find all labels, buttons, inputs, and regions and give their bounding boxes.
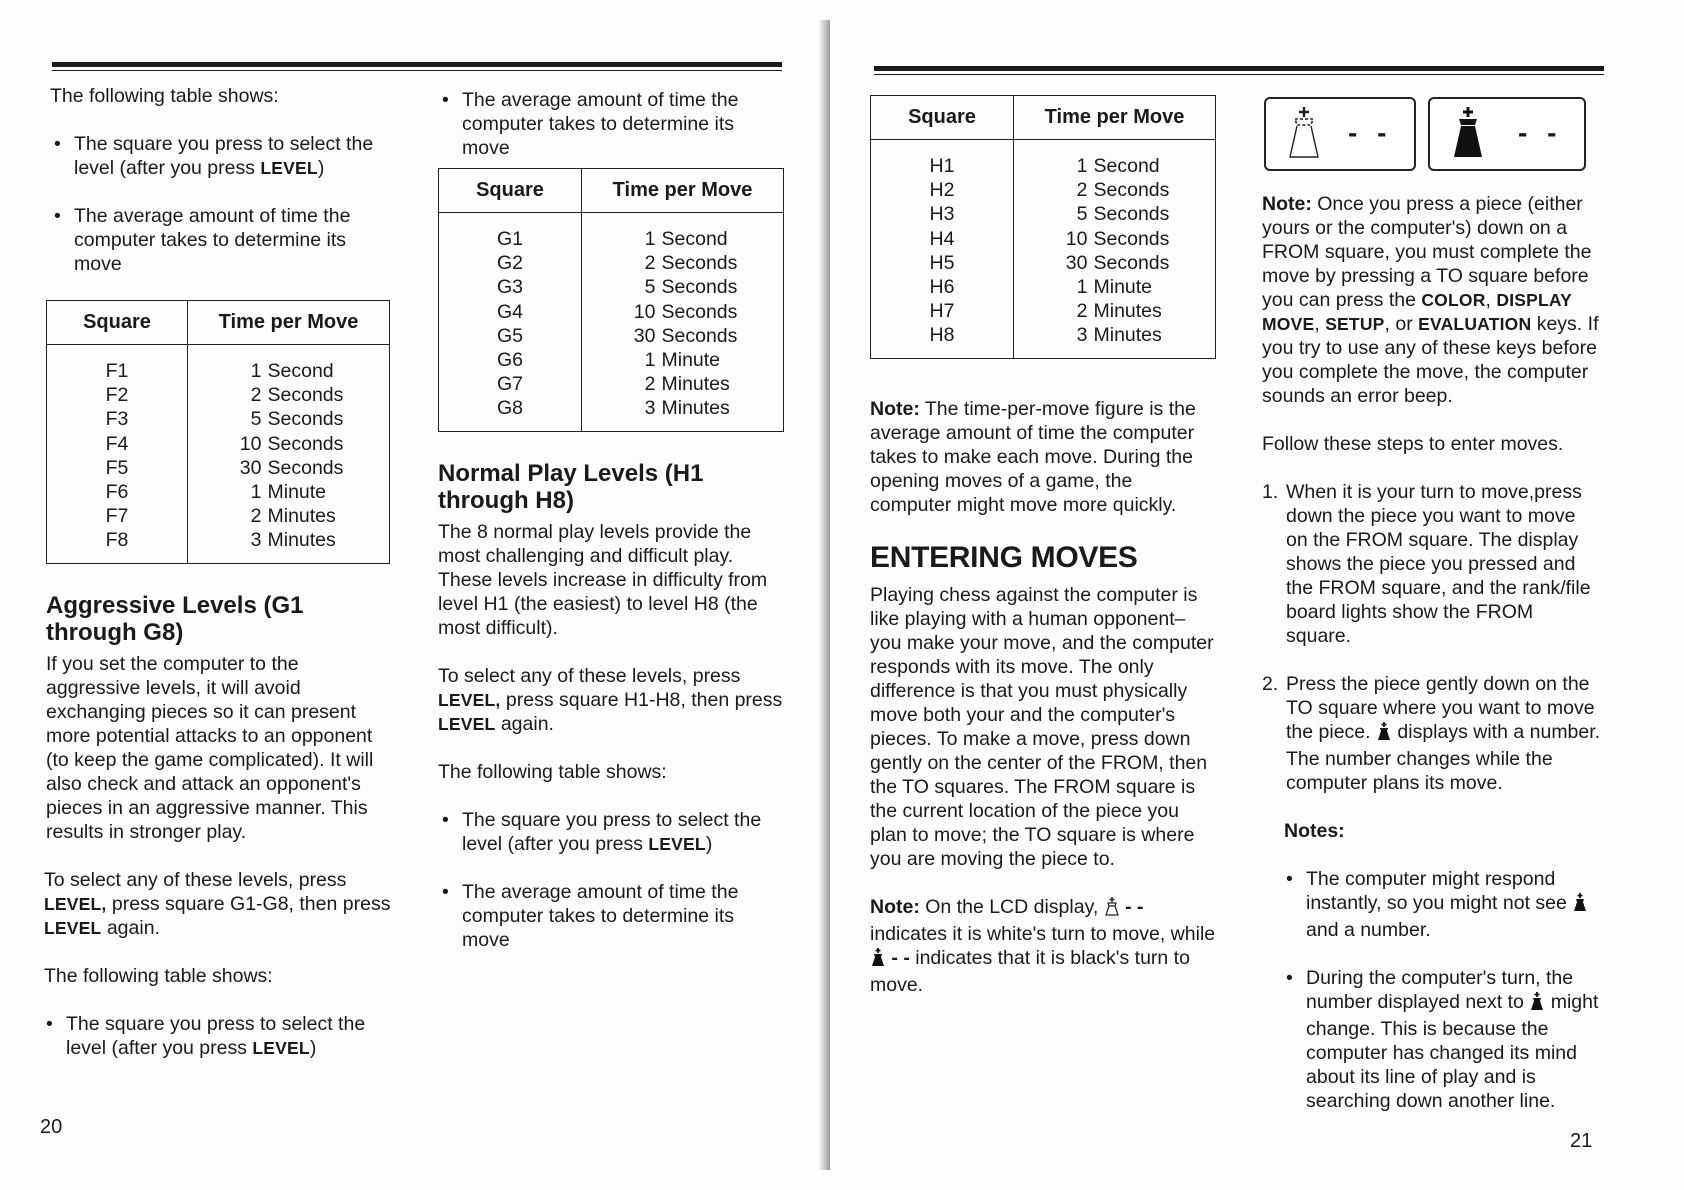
right-page xyxy=(830,0,1684,1190)
page-number: 21 xyxy=(1570,1130,1593,1152)
list-item: • The square you press to select the level (after you press LEVEL) xyxy=(42,1012,396,1060)
time-cell: 2 Seconds xyxy=(644,252,738,275)
page-number: 20 xyxy=(40,1116,63,1138)
intro-text: The following table shows: xyxy=(438,760,667,783)
square-cell: F2 xyxy=(105,384,129,407)
note-paragraph: Note: The time-per-move figure is the average amount of time the computer takes to make each move. During the opening moves of a game, the computer might move more quickly. xyxy=(870,397,1196,516)
time-cell: 1 Minute xyxy=(1076,276,1153,299)
square-column xyxy=(47,345,188,564)
time-cell: 1 Second xyxy=(1076,155,1160,177)
square-cell: G7 xyxy=(496,373,523,396)
square-cell: G1 xyxy=(496,228,523,250)
square-cell: F7 xyxy=(105,505,129,528)
steps-list xyxy=(1262,480,1602,795)
table-header: Time per Move xyxy=(582,169,784,213)
white-king-icon xyxy=(1286,105,1322,166)
list-item: • During the computer's turn, the number displayed next to might change. This is because the computer has changed its mind about its line of play and is searching down another line. xyxy=(1282,966,1602,1113)
time-cell: 5 Seconds xyxy=(644,276,738,299)
list-item: 2. Press the piece gently down on the TO square where you want to move the piece. displays with a number. The number changes while the computer plans its move. xyxy=(1262,673,1601,794)
time-cell: 3 Minutes xyxy=(644,397,730,420)
square-column xyxy=(439,213,582,432)
intro-text: The following table shows: xyxy=(44,964,273,987)
square-cell: F8 xyxy=(105,529,129,552)
time-cell: 5 Seconds xyxy=(250,408,344,431)
section-heading: Aggressive Levels (G1 through G8) xyxy=(46,591,304,646)
square-cell: F6 xyxy=(105,481,129,504)
lcd-display-black xyxy=(1428,97,1586,171)
header-rule xyxy=(52,62,782,67)
black-king-icon xyxy=(1450,105,1486,166)
black-king-icon xyxy=(1376,721,1392,747)
body-paragraph: Follow these steps to enter moves. xyxy=(1262,433,1564,455)
lcd-display-white xyxy=(1264,97,1416,171)
bullet-list xyxy=(1282,867,1602,1113)
body-paragraph: If you set the computer to the aggressive levels, it will avoid exchanging pieces so it can present more potential attacks to an opponent (to keep the game complicated). It will also check and attack an opponent's pieces in an aggressive manner. This results in stronger play. xyxy=(46,652,374,843)
time-cell: 1 Minute xyxy=(250,481,327,504)
list-item: • The average amount of time the computer takes to determine its move xyxy=(50,204,396,276)
note-paragraph: Note: On the LCD display, - - indicates it is white's turn to move, while - - indicates that it is black's turn to move. xyxy=(870,895,1216,996)
table-header: Square xyxy=(439,169,582,213)
square-cell: F4 xyxy=(105,432,129,455)
table-header: Square xyxy=(47,301,188,345)
time-cell: 10 Seconds xyxy=(633,300,738,323)
right-column-1 xyxy=(870,95,1216,1021)
header-rule xyxy=(874,66,1604,71)
body-paragraph: To select any of these levels, press LEVEL, press square G1-G8, then press LEVEL again. xyxy=(44,868,391,939)
time-cell: 2 Seconds xyxy=(1076,179,1170,202)
square-cell: H4 xyxy=(929,227,955,250)
lcd-dashes: - - xyxy=(1518,117,1563,148)
black-king-icon xyxy=(1529,991,1545,1017)
square-cell: G5 xyxy=(496,324,523,347)
time-cell: 10 Seconds xyxy=(1065,227,1170,250)
time-cell: 3 Minutes xyxy=(1076,324,1162,347)
time-cell: 30 Seconds xyxy=(239,456,344,479)
table-header: Time per Move xyxy=(1014,96,1216,140)
black-king-icon xyxy=(1572,892,1588,918)
list-item: • The computer might respond instantly, so you might not see and a number. xyxy=(1282,867,1602,942)
section-heading: ENTERING MOVES xyxy=(870,540,1138,574)
lcd-dashes: - - xyxy=(1348,117,1393,148)
time-cell: 2 Minutes xyxy=(250,505,336,528)
left-column-1 xyxy=(44,84,396,1084)
square-cell: G8 xyxy=(496,397,523,420)
time-cell: 1 Minute xyxy=(644,349,721,372)
square-cell: H1 xyxy=(929,155,955,177)
note-paragraph: Note: Once you press a piece (either yours or the computer's) down on a FROM square, you must complete the move by pressing a TO square before you can press the COLOR, DISPLAY MOVE, SETUP, or EVALUATION keys. If you try to use any of these keys before you complete the move, the computer sounds an error beep. xyxy=(1262,193,1599,407)
table-header: Square xyxy=(871,96,1014,140)
square-cell: F3 xyxy=(105,408,129,431)
square-column xyxy=(871,140,1014,359)
intro-text: The following table shows: xyxy=(50,85,279,107)
bullet-list xyxy=(438,88,786,160)
level-table-h xyxy=(870,95,1216,359)
time-cell: 1 Second xyxy=(250,360,334,382)
bullet-list xyxy=(50,132,396,276)
white-king-icon xyxy=(1104,896,1120,922)
left-page xyxy=(0,0,830,1190)
square-cell: G3 xyxy=(496,276,523,299)
body-paragraph: To select any of these levels, press LEVEL, press square H1-H8, then press LEVEL again. xyxy=(438,664,783,735)
list-item: • The average amount of time the computer takes to determine its move xyxy=(438,88,786,160)
square-cell: G4 xyxy=(496,300,523,323)
time-column xyxy=(582,213,784,432)
bullet-list xyxy=(438,808,786,952)
square-cell: F1 xyxy=(105,360,129,382)
square-cell: H2 xyxy=(929,179,955,202)
notes-heading: Notes: xyxy=(1284,820,1345,842)
square-cell: H3 xyxy=(929,203,955,226)
square-cell: H6 xyxy=(929,276,955,299)
level-table-f xyxy=(46,300,390,564)
time-cell: 2 Minutes xyxy=(644,373,730,396)
list-item: • The average amount of time the computer takes to determine its move xyxy=(438,880,786,952)
body-paragraph: Playing chess against the computer is like playing with a human opponent–you make your move, and the computer responds with its move. The only difference is that you must physically move both your and the computer's pieces. To make a move, press down gently on the center of the FROM, then the TO squares. The FROM square is the current location of the piece you plan to move; the TO square is where you are moving the piece to. xyxy=(870,583,1214,870)
time-cell: 10 Seconds xyxy=(239,432,344,455)
square-cell: H5 xyxy=(929,251,955,274)
black-king-icon xyxy=(870,947,886,973)
time-cell: 2 Minutes xyxy=(1076,300,1162,323)
list-item: 1. When it is your turn to move,press down the piece you want to move on the FROM square. The display shows the piece you pressed and the FROM square, and the rank/file board lights show the FROM square. xyxy=(1262,481,1591,647)
section-heading: Normal Play Levels (H1 through H8) xyxy=(438,459,704,514)
body-paragraph: The 8 normal play levels provide the most challenging and difficult play. These levels increase in difficulty from level H1 (the easiest) to level H8 (the most difficult). xyxy=(438,520,768,639)
square-cell: G2 xyxy=(496,252,523,275)
bullet-list xyxy=(42,1012,396,1060)
list-item: • The square you press to select the level (after you press LEVEL) xyxy=(438,808,786,856)
left-column-2 xyxy=(438,88,786,976)
table-header: Time per Move xyxy=(188,301,390,345)
square-cell: G6 xyxy=(496,349,523,372)
time-cell: 2 Seconds xyxy=(250,384,344,407)
square-cell: H8 xyxy=(929,324,955,347)
time-cell: 5 Seconds xyxy=(1076,203,1170,226)
time-column xyxy=(188,345,390,564)
time-cell: 1 Second xyxy=(644,228,728,250)
list-item: • The square you press to select the level (after you press LEVEL) xyxy=(50,132,396,180)
right-column-2 xyxy=(1262,192,1602,1137)
time-column xyxy=(1014,140,1216,359)
level-table-g xyxy=(438,168,784,432)
time-cell: 3 Minutes xyxy=(250,529,336,552)
square-cell: H7 xyxy=(929,300,955,323)
time-cell: 30 Seconds xyxy=(1065,251,1170,274)
square-cell: F5 xyxy=(105,456,129,479)
time-cell: 30 Seconds xyxy=(633,324,738,347)
